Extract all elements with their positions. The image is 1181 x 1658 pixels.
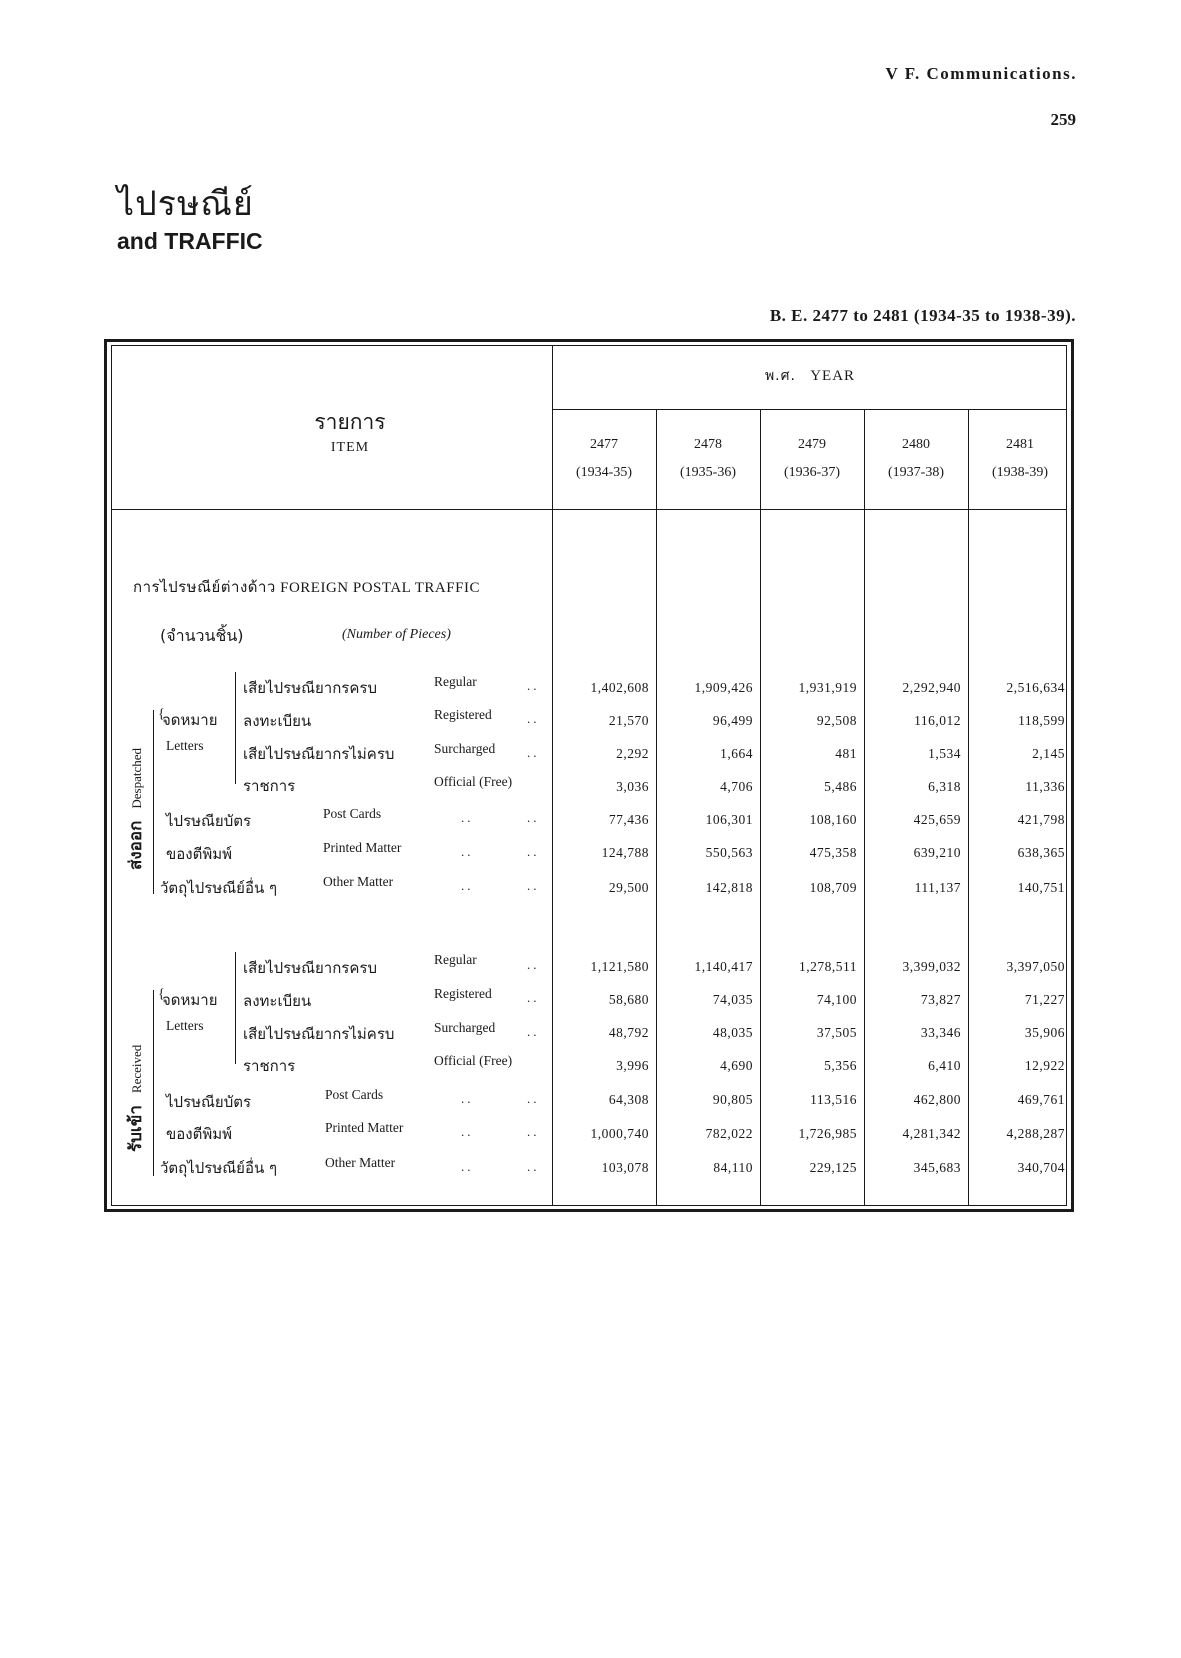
- year-be: 2479: [798, 437, 826, 452]
- leader-dots: ..: [527, 1091, 540, 1106]
- table-cell: 4,706: [720, 779, 753, 794]
- row-label: Other Matter: [323, 874, 394, 889]
- leader-dots: ..: [527, 844, 540, 859]
- table-cell: 4,288,287: [1006, 1126, 1065, 1141]
- row-label-thai: ราชการ: [243, 1057, 296, 1075]
- table-cell: 3,036: [616, 779, 649, 794]
- letters-label: Letters: [166, 1018, 204, 1033]
- item-header: ITEM: [330, 440, 370, 455]
- year-column-header: [657, 437, 759, 481]
- table-cell: 106,301: [705, 812, 753, 827]
- row-label: Surcharged: [434, 1020, 496, 1035]
- table-cell: 140,751: [1017, 880, 1065, 895]
- table-cell: 48,035: [712, 1025, 753, 1040]
- year-column-header: [553, 437, 655, 481]
- table-cell: 5,486: [824, 779, 857, 794]
- table-cell: 64,308: [608, 1092, 649, 1107]
- row-label-thai: ของตีพิมพ์: [166, 1125, 232, 1143]
- header-bottom-rule: [111, 509, 1067, 510]
- leader-dots: ..: [461, 1159, 474, 1174]
- table-cell: 21,570: [608, 713, 649, 728]
- leader-dots: ..: [461, 810, 474, 825]
- table-cell: 475,358: [809, 845, 857, 860]
- page-number: 259: [1050, 110, 1076, 129]
- year-header-en: YEAR: [810, 368, 856, 384]
- table-cell: 550,563: [705, 845, 753, 860]
- row-label: Registered: [434, 986, 492, 1001]
- row-label: Printed Matter: [325, 1120, 404, 1135]
- row-label: Post Cards: [325, 1087, 384, 1102]
- year-be: 2481: [1006, 437, 1034, 452]
- leader-dots: ..: [461, 878, 474, 893]
- table-cell: 1,000,740: [590, 1126, 649, 1141]
- group-label-despatched: ส่งออกDespatched: [126, 747, 146, 870]
- leader-dots: ..: [527, 1024, 540, 1039]
- year-be: 2478: [694, 437, 722, 452]
- row-label-thai: ไปรษณียบัตร: [166, 812, 252, 830]
- table-cell: 3,996: [616, 1058, 649, 1073]
- table-cell: 639,210: [913, 845, 961, 860]
- table-cell: 2,292: [616, 746, 649, 761]
- year-column-divider: [760, 410, 761, 1206]
- table-cell: 116,012: [914, 713, 961, 728]
- year-header-thai: พ.ศ.: [764, 368, 796, 384]
- letters-brace: [235, 952, 236, 1064]
- table-cell: 118,599: [1018, 713, 1065, 728]
- section-header: V F. Communications.: [885, 64, 1077, 83]
- table-cell: 638,365: [1017, 845, 1065, 860]
- leader-dots: ..: [527, 810, 540, 825]
- row-label-thai: ของตีพิมพ์: [166, 845, 232, 863]
- row-label: Regular: [434, 952, 477, 967]
- year-column-header: [761, 437, 863, 481]
- year-ce: (1937-38): [888, 465, 944, 480]
- row-label: Post Cards: [323, 806, 382, 821]
- unit-label: (Number of Pieces): [342, 627, 451, 642]
- table-cell: 124,788: [601, 845, 649, 860]
- table-cell: 462,800: [913, 1092, 961, 1107]
- year-column-divider: [864, 410, 865, 1206]
- row-label-thai: เสียไปรษณียากรครบ: [243, 959, 377, 977]
- item-header-thai: รายการ: [314, 410, 386, 434]
- group-label-received: รับเข้าReceived: [126, 1044, 146, 1152]
- table-cell: 481: [835, 746, 857, 761]
- table-cell: 113,516: [810, 1092, 857, 1107]
- table-cell: 35,906: [1024, 1025, 1065, 1040]
- table-cell: 84,110: [713, 1160, 753, 1175]
- table-cell: 1,140,417: [694, 959, 753, 974]
- table-cell: 340,704: [1017, 1160, 1065, 1175]
- year-ce: (1935-36): [680, 465, 736, 480]
- leader-dots: ..: [527, 711, 540, 726]
- table-cell: 1,278,511: [799, 959, 857, 974]
- leader-dots: ..: [527, 990, 540, 1005]
- year-column-header: [865, 437, 967, 481]
- table-cell: 108,709: [809, 880, 857, 895]
- page-title: and TRAFFIC: [117, 228, 263, 254]
- year-ce: (1936-37): [784, 465, 840, 480]
- table-cell: 11,336: [1025, 779, 1065, 794]
- table-cell: 4,690: [720, 1058, 753, 1073]
- table-cell: 108,160: [809, 812, 857, 827]
- table-cell: 142,818: [705, 880, 753, 895]
- period-caption: B. E. 2477 to 2481 (1934-35 to 1938-39).: [769, 306, 1076, 325]
- group-brace: [153, 990, 154, 1176]
- table-cell: 469,761: [1017, 1092, 1065, 1107]
- table-cell: 29,500: [608, 880, 649, 895]
- row-label-thai: ไปรษณียบัตร: [166, 1093, 252, 1111]
- group-brace: [153, 710, 154, 894]
- row-label-thai: เสียไปรษณียากรไม่ครบ: [243, 745, 395, 763]
- table-cell: 48,792: [608, 1025, 649, 1040]
- year-column-divider: [968, 410, 969, 1206]
- table-cell: 345,683: [913, 1160, 961, 1175]
- table-cell: 4,281,342: [902, 1126, 961, 1141]
- table-cell: 2,516,634: [1006, 680, 1065, 695]
- year-be: 2480: [902, 437, 930, 452]
- table-cell: 12,922: [1024, 1058, 1065, 1073]
- table-cell: 33,346: [920, 1025, 961, 1040]
- year-ce: (1934-35): [576, 465, 632, 480]
- section-title-thai: การไปรษณีย์ต่างด้าว: [133, 578, 276, 596]
- row-label-thai: เสียไปรษณียากรไม่ครบ: [243, 1025, 395, 1043]
- table-cell: 2,292,940: [902, 680, 961, 695]
- leader-dots: ..: [461, 1091, 474, 1106]
- row-label: Regular: [434, 674, 477, 689]
- section-title: [133, 575, 480, 599]
- table-cell: 111,137: [914, 880, 961, 895]
- row-label-thai: เสียไปรษณียากรครบ: [243, 679, 377, 697]
- letters-label-thai: จดหมาย: [162, 991, 218, 1009]
- leader-dots: ..: [461, 844, 474, 859]
- letters-brace-mark: {: [158, 707, 165, 722]
- table-cell: 1,402,608: [590, 680, 649, 695]
- table-cell: 74,035: [712, 992, 753, 1007]
- table-cell: 425,659: [913, 812, 961, 827]
- table-cell: 37,505: [816, 1025, 857, 1040]
- year-header: [556, 365, 1064, 387]
- table-cell: 74,100: [816, 992, 857, 1007]
- table-cell: 58,680: [608, 992, 649, 1007]
- letters-brace-mark: {: [158, 987, 165, 1002]
- leader-dots: ..: [527, 957, 540, 972]
- table-cell: 6,410: [928, 1058, 961, 1073]
- table-cell: 96,499: [712, 713, 753, 728]
- row-label-thai: วัตถุไปรษณีย์อื่น ๆ: [160, 1159, 278, 1177]
- leader-dots: ..: [461, 1124, 474, 1139]
- table-cell: 1,664: [720, 746, 753, 761]
- table-cell: 1,726,985: [798, 1126, 857, 1141]
- table-cell: 3,399,032: [902, 959, 961, 974]
- table-cell: 782,022: [705, 1126, 753, 1141]
- table-cell: 92,508: [816, 713, 857, 728]
- table-cell: 229,125: [809, 1160, 857, 1175]
- leader-dots: ..: [527, 878, 540, 893]
- table-cell: 1,534: [928, 746, 961, 761]
- table-cell: 71,227: [1024, 992, 1065, 1007]
- section-title-en: FOREIGN POSTAL TRAFFIC: [280, 580, 480, 596]
- leader-dots: ..: [527, 1159, 540, 1174]
- unit-label-thai: (จำนวนชิ้น): [160, 626, 244, 645]
- row-label: Official (Free): [434, 1053, 513, 1068]
- table-cell: 103,078: [601, 1160, 649, 1175]
- row-label: Registered: [434, 707, 492, 722]
- row-label: Official (Free): [434, 774, 513, 789]
- table-cell: 1,909,426: [694, 680, 753, 695]
- leader-dots: ..: [527, 1124, 540, 1139]
- year-header-rule: [552, 409, 1067, 410]
- row-label: Surcharged: [434, 741, 496, 756]
- table-cell: 90,805: [712, 1092, 753, 1107]
- row-label-thai: ลงทะเบียน: [243, 992, 312, 1010]
- letters-label: Letters: [166, 738, 204, 753]
- table-cell: 1,931,919: [798, 680, 857, 695]
- year-be: 2477: [590, 437, 618, 452]
- page-title-thai: ไปรษณีย์: [117, 184, 254, 224]
- row-label-thai: วัตถุไปรษณีย์อื่น ๆ: [160, 879, 278, 897]
- leader-dots: ..: [527, 678, 540, 693]
- table-cell: 6,318: [928, 779, 961, 794]
- letters-label-thai: จดหมาย: [162, 711, 218, 729]
- table-cell: 73,827: [920, 992, 961, 1007]
- table-cell: 3,397,050: [1006, 959, 1065, 974]
- row-label: Other Matter: [325, 1155, 396, 1170]
- table-cell: 5,356: [824, 1058, 857, 1073]
- year-column-divider: [656, 410, 657, 1206]
- year-ce: (1938-39): [992, 465, 1048, 480]
- table-cell: 77,436: [608, 812, 649, 827]
- year-column-header: [969, 437, 1071, 481]
- leader-dots: ..: [527, 745, 540, 760]
- table-cell: 2,145: [1032, 746, 1065, 761]
- letters-brace: [235, 672, 236, 784]
- row-label-thai: ลงทะเบียน: [243, 712, 312, 730]
- table-cell: 421,798: [1017, 812, 1065, 827]
- table-cell: 1,121,580: [590, 959, 649, 974]
- row-label: Printed Matter: [323, 840, 402, 855]
- row-label-thai: ราชการ: [243, 777, 296, 795]
